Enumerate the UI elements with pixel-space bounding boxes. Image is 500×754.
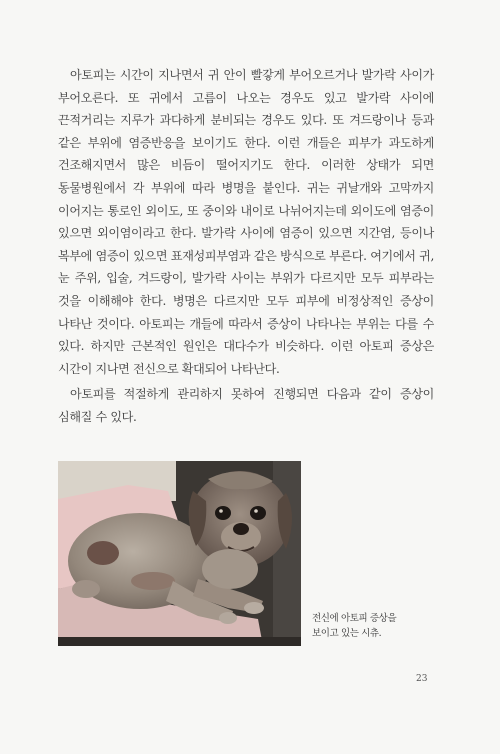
dog-photo <box>58 461 301 646</box>
caption-line-1: 전신에 아토피 증상을 <box>312 613 397 624</box>
page-number: 23 <box>416 674 428 684</box>
body-text <box>58 64 434 432</box>
paragraph-1: 아토피는 시간이 지나면서 귀 안이 빨갛게 부어오르거나 발가락 사이가 부어오른다. 또 귀에서 고름이 나오는 경우도 있고 발가락 사이에 끈적거리는 지루가 과다하게 분비되는 경우도 있다. 또 겨드랑이나 등과 같은 부위에 염증반응을 보이기도 한다. 이런 개들은 피부가 과도하게 건조해지면서 많은 비듬이 떨어지기도 한다. 이러한 상태가 되면 동물병원에서 각 부위에 따라 병명을 붙인다. 귀는 귀날개와 고막까지 이어지는 통로인 외이도, 또 중이와 내이로 나뉘어지는데 외이도에 염증이 있으면 외이염이라고 한다. 발가락 사이에 염증이 있으면 지간염, 등이나 복부에 염증이 있으면 표재성피부염과 같은 방식으로 부른다. 여기에서 귀, 눈 주위, 입술, 겨드랑이, 발가락 사이는 부위가 다르지만 모두 피부라는 것을 이해해야 한다. 병명은 다르지만 모두 피부에 비정상적인 증상이 나타난 것이다. 아토피는 개들에 따라서 증상이 나타나는 부위는 다를 수 있다. 하지만 근본적인 원인은 대다수가 비슷하다. 이런 아토피 증상은 시간이 지나면 전신으로 확대되어 나타난다. <box>58 68 434 376</box>
caption-line-2: 보이고 있는 시츄. <box>312 628 382 639</box>
paragraph-2: 아토피를 적절하게 관리하지 못하여 진행되면 다음과 같이 증상이 심해질 수 있다. <box>58 387 434 424</box>
figure-caption <box>312 611 422 641</box>
